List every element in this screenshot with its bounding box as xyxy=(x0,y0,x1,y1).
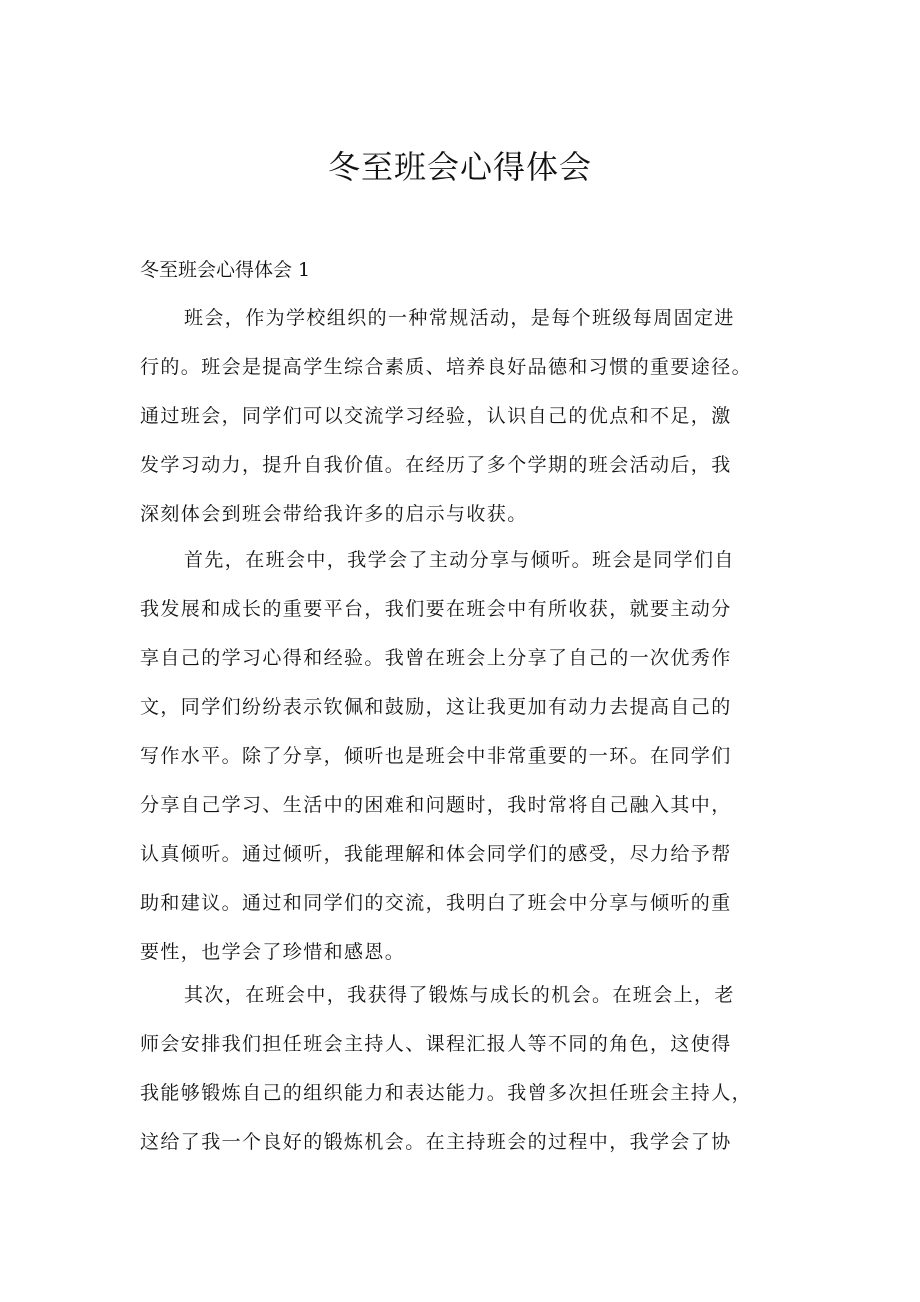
paragraph-line: 文，同学们纷纷表示钦佩和鼓励，这让我更加有动力去提高自己的 xyxy=(140,696,732,718)
paragraph-line: 其次，在班会中，我获得了锻炼与成长的机会。在班会上，老 xyxy=(184,984,735,1006)
paragraph-line: 写作水平。除了分享，倾听也是班会中非常重要的一环。在同学们 xyxy=(140,745,732,767)
paragraph-line: 认真倾听。通过倾听，我能理解和体会同学们的感受，尽力给予帮 xyxy=(140,843,732,865)
paragraph-line: 发学习动力，提升自我价值。在经历了多个学期的班会活动后，我 xyxy=(140,454,732,476)
paragraph-line: 分享自己学习、生活中的困难和问题时，我时常将自己融入其中， xyxy=(140,794,732,816)
paragraph-line: 我能够锻炼自己的组织能力和表达能力。我曾多次担任班会主持人， xyxy=(140,1082,753,1104)
paragraph-line: 我发展和成长的重要平台，我们要在班会中有所收获，就要主动分 xyxy=(140,598,732,620)
paragraph-line: 这给了我一个良好的锻炼机会。在主持班会的过程中，我学会了协 xyxy=(140,1131,732,1153)
paragraph-line: 助和建议。通过和同学们的交流，我明白了班会中分享与倾听的重 xyxy=(140,892,732,914)
document-title: 冬至班会心得体会 xyxy=(327,148,592,186)
paragraph-line: 享自己的学习心得和经验。我曾在班会上分享了自己的一次优秀作 xyxy=(140,647,732,669)
paragraph-line: 行的。班会是提高学生综合素质、培养良好品德和习惯的重要途径。 xyxy=(140,356,753,378)
paragraph-line: 班会，作为学校组织的一种常规活动，是每个班级每周固定进 xyxy=(184,307,735,329)
paragraph-line: 通过班会，同学们可以交流学习经验，认识自己的优点和不足，激 xyxy=(140,405,732,427)
paragraph-line: 首先，在班会中，我学会了主动分享与倾听。班会是同学们自 xyxy=(184,549,735,571)
paragraph-line: 师会安排我们担任班会主持人、课程汇报人等不同的角色，这使得 xyxy=(140,1033,732,1055)
paragraph-line: 深刻体会到班会带给我许多的启示与收获。 xyxy=(140,503,528,525)
section-heading: 冬至班会心得体会 1 xyxy=(140,259,311,281)
paragraph-line: 要性，也学会了珍惜和感恩。 xyxy=(140,941,406,963)
